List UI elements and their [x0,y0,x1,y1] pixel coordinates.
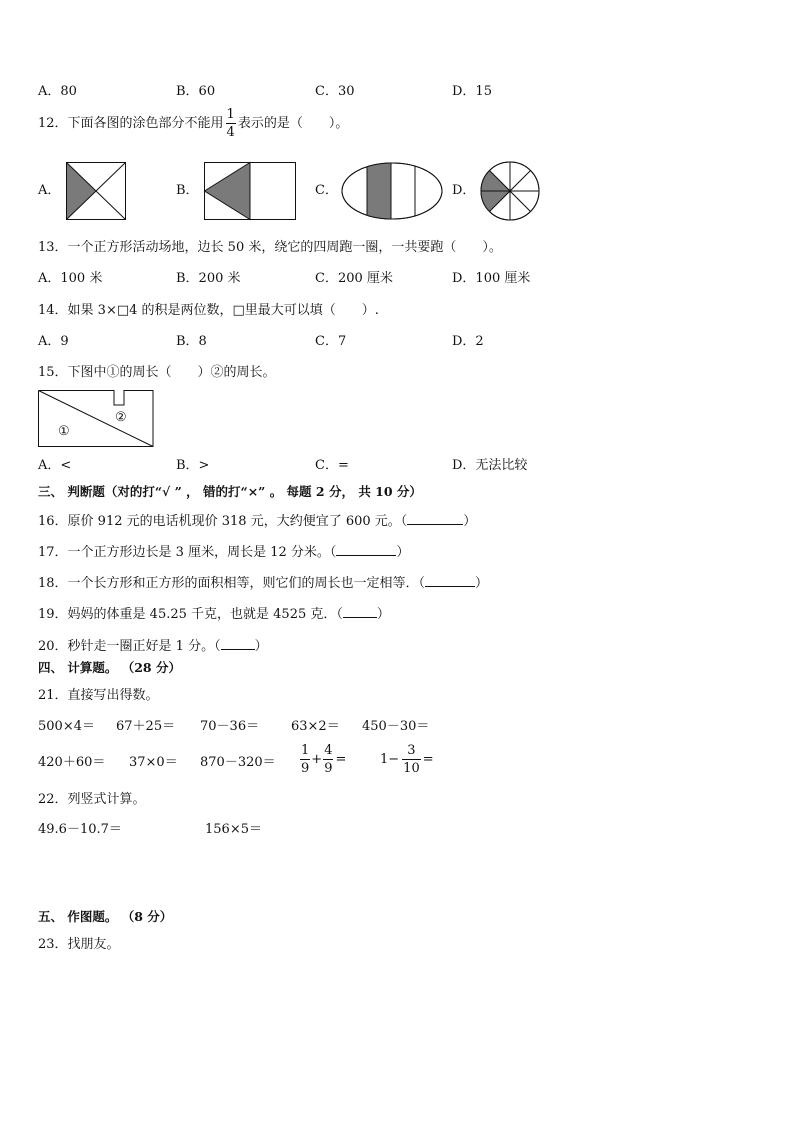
q21-item-1: 500×4＝ [38,719,95,734]
q21-item-6: 420＋60＝ [38,755,106,770]
q12-label-c: C． [315,183,338,198]
section-3-heading: 三、 判断题（对的打“√ ” ， 错的打“×” 。 每题 2 分， 共 10 分） [38,484,422,499]
q15-option-d: D．无法比较 [452,458,528,473]
q15-question: 15．下图中①的周长（ ）②的周长。 [38,365,276,380]
q21-item-5: 450－30＝ [362,719,430,734]
q12-fraction [226,108,236,139]
q18-judge: 18．一个长方形和正方形的面积相等，则它们的周长也一定相等．（ ） [38,576,489,591]
q19-answer-blank[interactable] [343,605,377,618]
q12-figure-d [479,160,541,222]
q12-figure-c [341,162,443,220]
q21-item-2: 67＋25＝ [116,719,176,734]
q12-label-a: A． [38,183,61,198]
q21-item-4: 63×2＝ [291,719,340,734]
q16-judge: 16．原价 912 元的电话机现价 318 元，大约便宜了 600 元。（ ） [38,514,477,529]
q20-answer-blank[interactable] [221,637,255,650]
q13-option-b: B．200 米 [176,271,241,286]
q21-item-8: 870－320＝ [200,755,276,770]
q15-figure [38,390,154,448]
section-5-heading: 五、 作图题。 （8 分） [38,909,173,924]
q12-label-d: D． [452,183,476,198]
q14-question: 14．如果 3×□4 的积是两位数，□里最大可以填（ ）. [38,303,379,318]
q11-option-a: A．80 [38,84,77,99]
q16-answer-blank[interactable] [407,512,463,525]
q11-option-c: C．30 [315,84,355,99]
q14-option-a: A．9 [38,334,69,349]
q14-option-c: C．7 [315,334,347,349]
q18-answer-blank[interactable] [425,574,475,587]
q11-option-d: D．15 [452,84,492,99]
q15-label-2: ② [115,410,127,425]
q12-frac-numerator: 1 [226,107,235,122]
q21-item-10: 1− $\frac{3}{10}$ = [380,743,434,776]
q15-option-a: A．< [38,458,72,473]
q21-item-3: 70－36＝ [200,719,260,734]
q21-item-9: $\frac{1}{9}$ + $\frac{4}{9}$ = [301,743,347,776]
q21-frac-2: $\frac{4}{9}$ [324,743,333,776]
q13-question: 13．一个正方形活动场地，边长 50 米，绕它的四周跑一圈，一共要跑（ ）。 [38,240,502,255]
q12-frac-denominator: 4 [226,125,235,140]
q12-figure-b [204,162,296,220]
q15-option-b: B．> [176,458,210,473]
q12-suffix: 表示的是（ ）。 [237,116,349,131]
q23-title: 23．找朋友。 [38,937,120,952]
section-4-heading: 四、 计算题。 （28 分） [38,660,181,675]
q22-item-2: 156×5＝ [205,822,262,837]
q17-judge: 17．一个正方形边长是 3 厘米，周长是 12 分米。（ ） [38,545,410,560]
q19-judge: 19．妈妈的体重是 45.25 千克，也就是 4525 克．（ ） [38,607,390,622]
q13-option-d: D．100 厘米 [452,271,531,286]
q21-frac-1: $\frac{1}{9}$ [301,743,310,776]
q13-option-c: C．200 厘米 [315,271,393,286]
q14-option-d: D．2 [452,334,484,349]
q12-question [38,108,348,139]
q17-answer-blank[interactable] [336,543,396,556]
q14-option-b: B．8 [176,334,207,349]
q21-frac-3: $\frac{3}{10}$ [403,743,420,776]
q11-option-b: B．60 [176,84,216,99]
q22-item-1: 49.6－10.7＝ [38,822,122,837]
q12-figure-a [66,162,126,220]
q13-option-a: A．100 米 [38,271,103,286]
q12-prefix: 12．下面各图的涂色部分不能用 [38,116,224,131]
q22-title: 22．列竖式计算。 [38,792,146,807]
q15-option-c: C．= [315,458,349,473]
q15-label-1: ① [58,424,70,439]
q20-judge: 20．秒针走一圈正好是 1 分。（ ） [38,639,268,654]
q21-title: 21．直接写出得数。 [38,688,159,703]
q21-item-7: 37×0＝ [129,755,178,770]
q12-label-b: B． [176,183,199,198]
